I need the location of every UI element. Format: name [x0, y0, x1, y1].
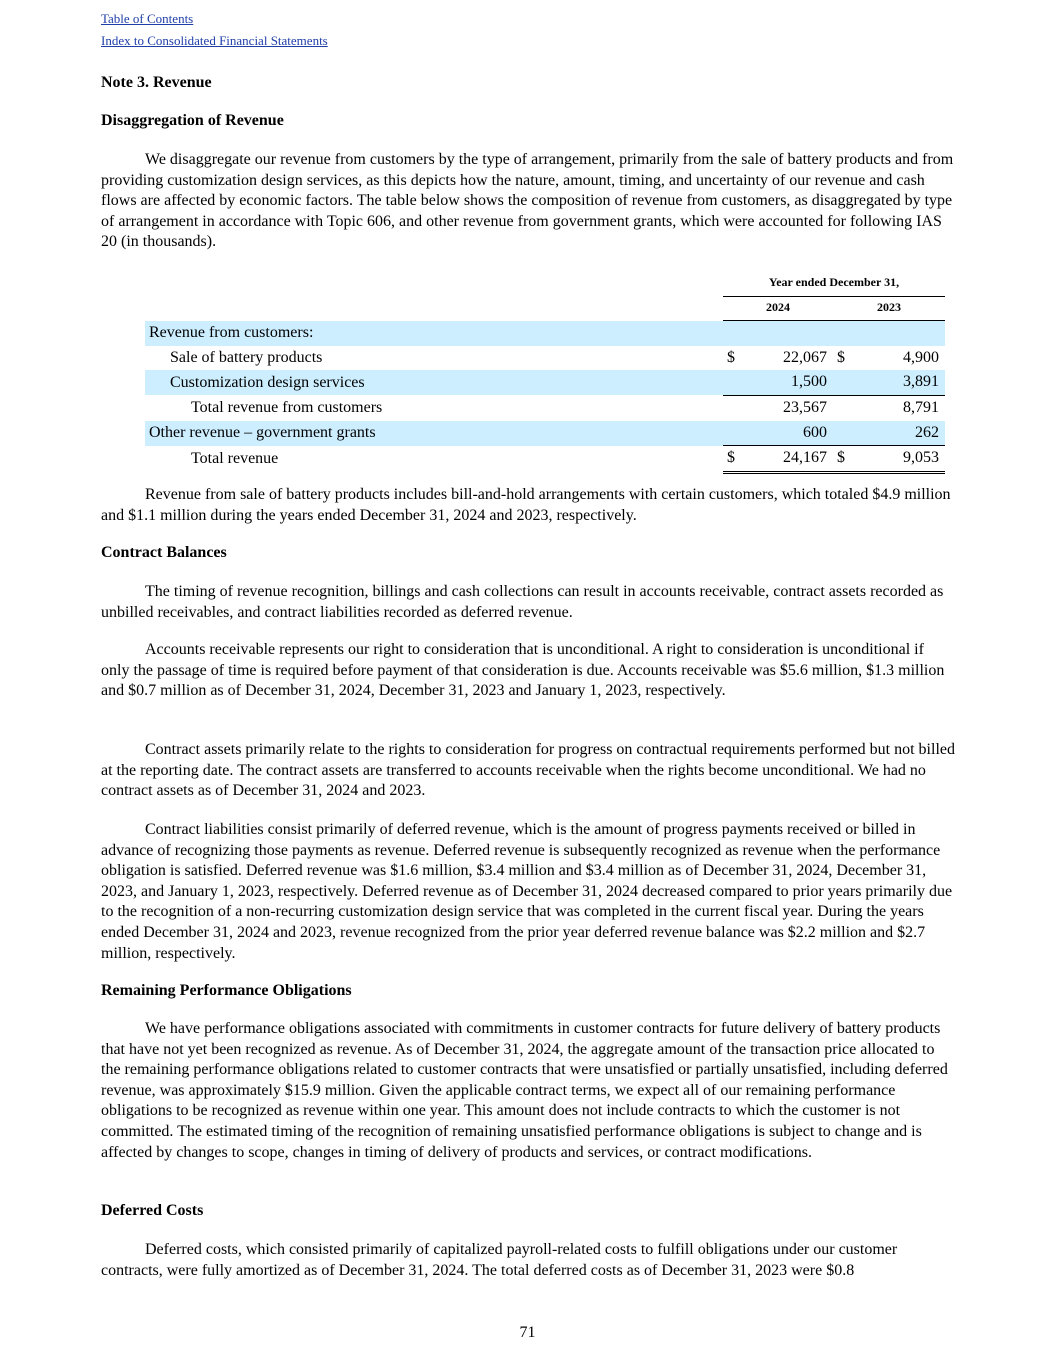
section-heading-disaggregation: Disaggregation of Revenue [101, 112, 284, 129]
row-label: Sale of battery products [170, 348, 323, 366]
paragraph-bill-and-hold: Revenue from sale of battery products includes bill-and-hold arrangements with certain customers, which totaled $4.9 million and $1.1 million during the years ended December 31, 2024 and 2023, respectively. [101, 486, 951, 524]
table-row [145, 370, 945, 395]
row-label: Total revenue from customers [191, 398, 383, 416]
currency-symbol: $ [727, 348, 735, 366]
table-row [145, 321, 945, 346]
paragraph-deferred-costs: Deferred costs, which consisted primarily of capitalized payroll-related costs to fulfill obligations under our customer contracts, were fully amortized as of December 31, 2024. The total deferred costs as of December 31, 2023 were $0.8 [101, 1241, 898, 1279]
value-2023: 8,791 [903, 398, 939, 416]
value-2024: 22,067 [783, 348, 827, 366]
row-label: Total revenue [191, 449, 279, 467]
table-row [145, 346, 945, 371]
paragraph-accounts-receivable: Accounts receivable represents our right to consideration that is unconditional. A right to consideration is unconditional if only the passage of time is required before payment of that consideration is due. Accounts receivable was $5.6 million, $1.3 million and $0.7 million as of December 31, 2024, December 31, 2023 and January 1, 2023, respectively. [101, 641, 945, 700]
table-header-years-row [145, 296, 945, 321]
table-header-period-row [145, 272, 945, 296]
page-number: 71 [519, 1324, 536, 1341]
value-2024: 24,167 [737, 446, 833, 473]
note-title: Note 3. Revenue [101, 74, 212, 91]
period-header: Year ended December 31, [723, 272, 945, 296]
section-heading-contract-balances: Contract Balances [101, 544, 227, 561]
row-label: Customization design services [145, 370, 723, 395]
section-heading-rpo: Remaining Performance Obligations [101, 982, 352, 999]
table-of-contents-link[interactable]: Table of Contents [101, 11, 194, 26]
value-2023: 4,900 [903, 348, 939, 366]
value-2024: 600 [737, 421, 833, 446]
paragraph-timing: The timing of revenue recognition, billings and cash collections can result in accounts receivable, contract assets recorded as unbilled receivables, and contract liabilities recorded as deferred revenue. [101, 583, 944, 621]
value-2023: 9,053 [847, 446, 945, 473]
paragraph-contract-liabilities: Contract liabilities consist primarily of deferred revenue, which is the amount of progress payments received or billed in advance of recognizing those payments as revenue. Deferred revenue is subsequently recognized as revenue when the performance obligation is satisfied. Deferred revenue was $1.6 million, $3.4 million and $3.4 million as of December 31, 2024, December 31, 2023, and January 1, 2023, respectively. Deferred revenue as of December 31, 2024 decreased compared to prior years primarily due to the recognition of a non-recurring customization design service that was completed in the current fiscal year. During the years ended December 31, 2024 and 2023, revenue recognized from the prior year deferred revenue balance was $2.2 million and $2.7 million, respectively. [101, 821, 953, 962]
paragraph-rpo: We have performance obligations associated with commitments in customer contracts for future delivery of battery products that have not yet been recognized as revenue. As of December 31, 2024, the aggregate amount of the transaction price allocated to the remaining performance obligations related to customer contracts that were unsatisfied or partially unsatisfied, including deferred revenue, was approximately $15.9 million. Given the applicable contract terms, we expect all of our remaining performance obligations to be recognized as revenue within one year. This amount does not include contracts to which the customer is not committed. The estimated timing of the recognition of remaining unsatisfied performance obligations is subject to change and is affected by changes to scope, changes in timing of delivery of products and services, or contract modifications. [101, 1020, 948, 1161]
paragraph-contract-assets: Contract assets primarily relate to the rights to consideration for progress on contractual requirements performed but not billed at the reporting date. The contract assets are transferred to accounts receivable when the rights become unconditional. We had no contract assets as of December 31, 2024 and 2023. [101, 741, 955, 800]
paragraph-disaggregation: We disaggregate our revenue from customers by the type of arrangement, primarily from the sale of battery products and from providing customization design services, as this depicts how the nature, amount, timing, and uncertainty of our revenue and cash flows are affected by economic factors. The table below shows the composition of revenue from customers, as disaggregated by type of arrangement in accordance with Topic 606, and other revenue from government grants, which were accounted for following IAS 20 (in thousands). [101, 151, 954, 251]
value-2023: 262 [847, 421, 945, 446]
table-row [145, 421, 945, 446]
currency-symbol: $ [833, 446, 847, 473]
column-header-2024: 2024 [723, 296, 833, 321]
index-financial-statements-link[interactable]: Index to Consolidated Financial Statements [101, 33, 328, 48]
row-label: Other revenue – government grants [145, 421, 723, 446]
currency-symbol: $ [723, 446, 737, 473]
value-2023: 3,891 [847, 370, 945, 395]
table-row [145, 446, 945, 473]
table-row [145, 395, 945, 420]
currency-symbol: $ [837, 348, 845, 366]
column-header-2023: 2023 [833, 296, 945, 321]
value-2024: 1,500 [737, 370, 833, 395]
row-label: Revenue from customers: [145, 321, 723, 346]
top-navigation [101, 8, 328, 52]
value-2024: 23,567 [783, 398, 827, 416]
section-heading-deferred-costs: Deferred Costs [101, 1202, 204, 1219]
revenue-table [145, 272, 945, 474]
